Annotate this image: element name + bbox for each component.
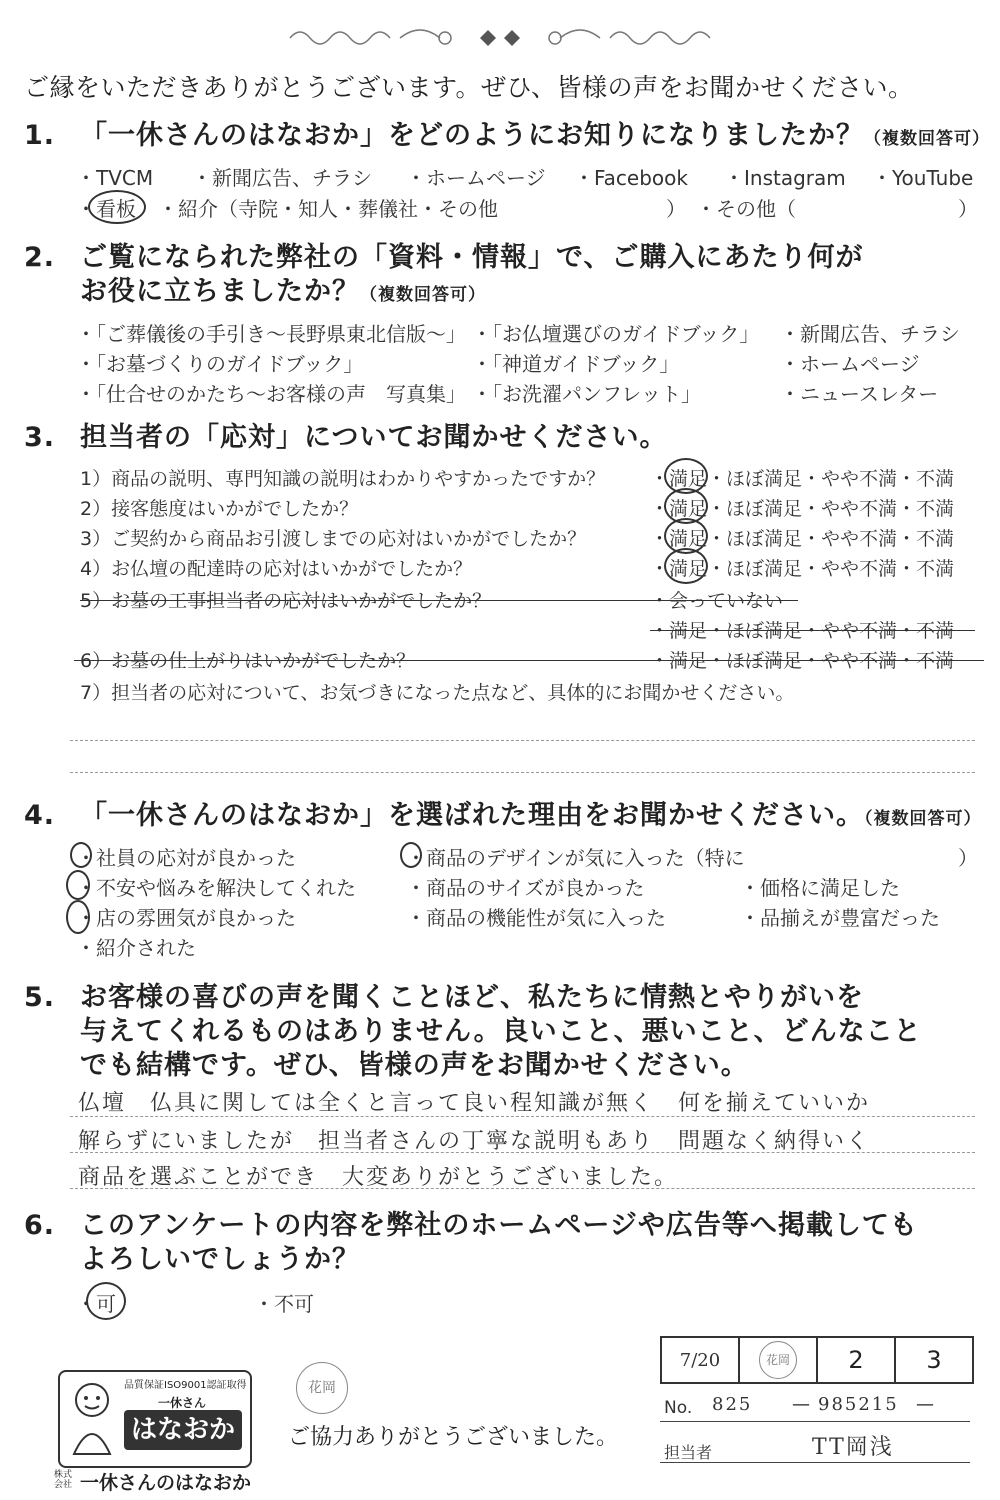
q3-item-6: 6）お墓の仕上がりはいかがでしたか？ [80,650,416,672]
q1-option-youtube[interactable]: ・YouTube [872,166,974,190]
thanks-text: ご協力ありがとうございました。 [288,1425,619,1450]
question-5-line1: お客様の喜びの声を聞くことほど、私たちに情熱とやりがいを [80,982,864,1013]
question-2 [24,240,863,276]
answer-circle-mark [86,1282,126,1320]
answer-line [70,772,975,773]
q3-item-5-rating[interactable]: ・満足・ほぼ満足・やや不満・不満 [650,620,955,642]
answer-circle-mark [88,190,146,224]
number-label: No. [664,1398,693,1418]
question-number: 3. [24,422,56,453]
date-value: 7/20 [679,1349,721,1371]
q3-item-2: 2）接客態度はいかがでしたか？ [80,498,359,520]
q4-option-atmosphere[interactable]: ・店の雰囲気が良かった [76,906,296,930]
q1-referral-close-paren: ） [666,197,686,221]
question-5 [24,980,864,1016]
handwritten-answer-line-2: 解らずにいましたが 担当者さんの丁寧な説明もあり 問題なく納得いく [78,1129,871,1154]
column-3-cell: 3 [926,1346,942,1374]
q4-option-size[interactable]: ・商品のサイズが良かった [406,876,645,900]
logo-company-name: 一休さんのはなおか [80,1472,252,1494]
question-6-line2: よろしいでしょうか？ [80,1244,360,1275]
date-cell [662,1338,740,1382]
q3-item-7: 7）担当者の応対について、お気づきになった点など、具体的にお聞かせください。 [80,682,795,704]
question-number: 4. [24,800,56,831]
question-3-text: 担当者の「応対」についてお聞かせください。 [80,422,668,453]
question-4-text: 「一休さんのはなおか」を選ばれた理由をお聞かせください。 [80,800,864,831]
q1-option-facebook[interactable]: ・Facebook [574,166,688,190]
question-6 [24,1208,918,1244]
staff-name: TT岡浅 [812,1435,894,1460]
date-stamp-table [660,1336,974,1384]
staff-label: 担当者 [664,1443,713,1462]
question-6-line1: このアンケートの内容を弊社のホームページや広告等へ掲載しても [80,1210,918,1241]
strikethrough-line [650,630,975,631]
q1-option-homepage[interactable]: ・ホームページ [406,166,546,190]
q4-option-function[interactable]: ・商品の機能性が気に入った [406,906,666,930]
answer-circle-mark [66,870,90,900]
multiple-answer-note: （複数回答可） [864,129,990,149]
answer-circle-mark [664,548,708,584]
question-5-line3: でも結構です。ぜひ、皆様の声をお聞かせください。 [80,1050,749,1081]
question-number: 2. [24,242,56,273]
logo-company-prefix: 株式会社 [54,1470,73,1490]
question-3 [24,420,667,456]
multiple-answer-note: （複数回答可） [360,285,486,305]
q2-option-funeral-guide[interactable]: ・「ご葬儀後の手引き～長野県東北信版～」 [76,322,466,346]
question-2-line2: お役に立ちましたか？ [80,276,360,307]
stamp-cell [740,1338,818,1382]
decorative-ornament [280,18,720,56]
q3-item-3: 3）ご契約から商品お引渡しまでの応対はいかがでしたか？ [80,528,587,550]
answer-line [70,1152,975,1153]
question-1 [24,118,990,157]
staff-underline [660,1462,970,1463]
q2-option-grave-guide[interactable]: ・「お墓づくりのガイドブック」 [76,352,364,376]
answer-circle-mark [70,842,92,868]
strikethrough-line [74,660,984,661]
q3-item-3-rating[interactable]: ・満足・ほぼ満足・やや不満・不満 [650,528,955,550]
number-dash-icon: — [916,1394,934,1415]
q3-item-5-not-met[interactable]: ・会っていない [650,590,784,612]
number-value-2: 985215 [818,1394,899,1415]
handwritten-answer-line-3: 商品を選ぶことができ 大変ありがとうございました。 [78,1165,679,1190]
number-value-1: 825 [712,1394,753,1415]
q3-item-6-rating[interactable]: ・満足・ほぼ満足・やや不満・不満 [650,650,955,672]
q3-item-4: 4）お仏壇の配達時の応対はいかがでしたか？ [80,558,473,580]
column-2-cell: 2 [818,1338,896,1382]
intro-text: ご縁をいただきありがとうございます。ぜひ、皆様の声をお聞かせください。 [24,73,914,102]
q4-option-solved-worries[interactable]: ・不安や悩みを解決してくれた [76,876,356,900]
q2-option-newsletter[interactable]: ・ニュースレター [780,382,939,406]
question-2-cont [80,274,486,313]
handwritten-answer-line-1: 仏壇 仏具に関しては全くと言って良い程知識が無く 何を揃えていいか [78,1091,871,1116]
q1-option-tvcm[interactable]: ・TVCM [76,166,154,190]
q3-item-5: 5）お墓の工事担当者の応対はいかがでしたか？ [80,590,492,612]
q3-item-1: 1）商品の説明、専門知識の説明はわかりやすかったですか？ [80,468,606,490]
q4-design-close-paren: ） [958,846,978,870]
q1-option-other[interactable]: ・その他（ [696,197,796,221]
number-dash-icon: — [792,1394,810,1415]
answer-line [70,740,975,741]
q3-item-4-rating[interactable]: ・満足・ほぼ満足・やや不満・不満 [650,558,955,580]
q4-option-referred[interactable]: ・紹介された [76,936,196,960]
q1-option-instagram[interactable]: ・Instagram [724,166,846,190]
monk-mascot-icon [66,1378,118,1458]
q3-item-1-rating[interactable]: ・満足・ほぼ満足・やや不満・不満 [650,468,955,490]
q4-option-variety[interactable]: ・品揃えが豊富だった [740,906,940,930]
q1-option-newspaper[interactable]: ・新聞広告、チラシ [192,166,372,190]
logo-small-text: 一休さん [158,1396,207,1410]
answer-circle-mark [66,900,90,934]
q4-option-staff[interactable]: ・社員の応対が良かった [76,846,296,870]
q6-option-yes[interactable]: ・可 [76,1292,116,1316]
q2-option-photo-book[interactable]: ・「仕合せのかたち～お客様の声 写真集」 [76,382,466,406]
q1-option-referral[interactable]: ・紹介（寺院・知人・葬儀社・その他 [158,197,498,221]
answer-line [70,1188,975,1189]
logo-iso-text: 品質保証ISO9001認証取得 [124,1380,247,1391]
company-logo [54,1370,252,1494]
q4-option-price[interactable]: ・価格に満足した [740,876,900,900]
answer-circle-mark [400,842,422,868]
q6-option-no[interactable]: ・不可 [254,1292,314,1316]
q1-option-signboard[interactable]: ・看板 [76,197,136,221]
question-number: 6. [24,1210,56,1241]
inspection-stamp: 花岡 [759,1341,797,1379]
question-5-line2: 与えてくれるものはありません。良いこと、悪いこと、どんなこと [80,1016,922,1047]
q2-option-laundry-pamphlet[interactable]: ・「お洗濯パンフレット」 [472,382,701,406]
question-4 [24,798,982,837]
question-number: 1. [24,120,56,151]
company-seal-stamp: 花岡 [296,1362,348,1414]
answer-line [70,1116,975,1117]
q3-item-2-rating[interactable]: ・満足・ほぼ満足・やや不満・不満 [650,498,955,520]
q2-option-homepage[interactable]: ・ホームページ [780,352,920,376]
number-underline [660,1421,970,1422]
multiple-answer-note: （複数回答可） [864,809,982,829]
q2-option-newspaper[interactable]: ・新聞広告、チラシ [780,322,960,346]
q2-option-butsudan-guide[interactable]: ・「お仏壇選びのガイドブック」 [472,322,760,346]
q2-option-shinto-guide[interactable]: ・「神道ガイドブック」 [472,352,680,376]
logo-main-text: はなおか [124,1410,242,1450]
question-number: 5. [24,982,56,1013]
q1-other-close-paren: ） [958,197,978,221]
strikethrough-line [80,600,798,601]
question-1-text: 「一休さんのはなおか」をどのようにお知りになりましたか？ [80,120,864,151]
q4-option-design[interactable]: ・商品のデザインが気に入った（特に [406,846,745,870]
question-2-line1: ご覧になられた弊社の「資料・情報」で、ご購入にあたり何が [80,242,864,273]
